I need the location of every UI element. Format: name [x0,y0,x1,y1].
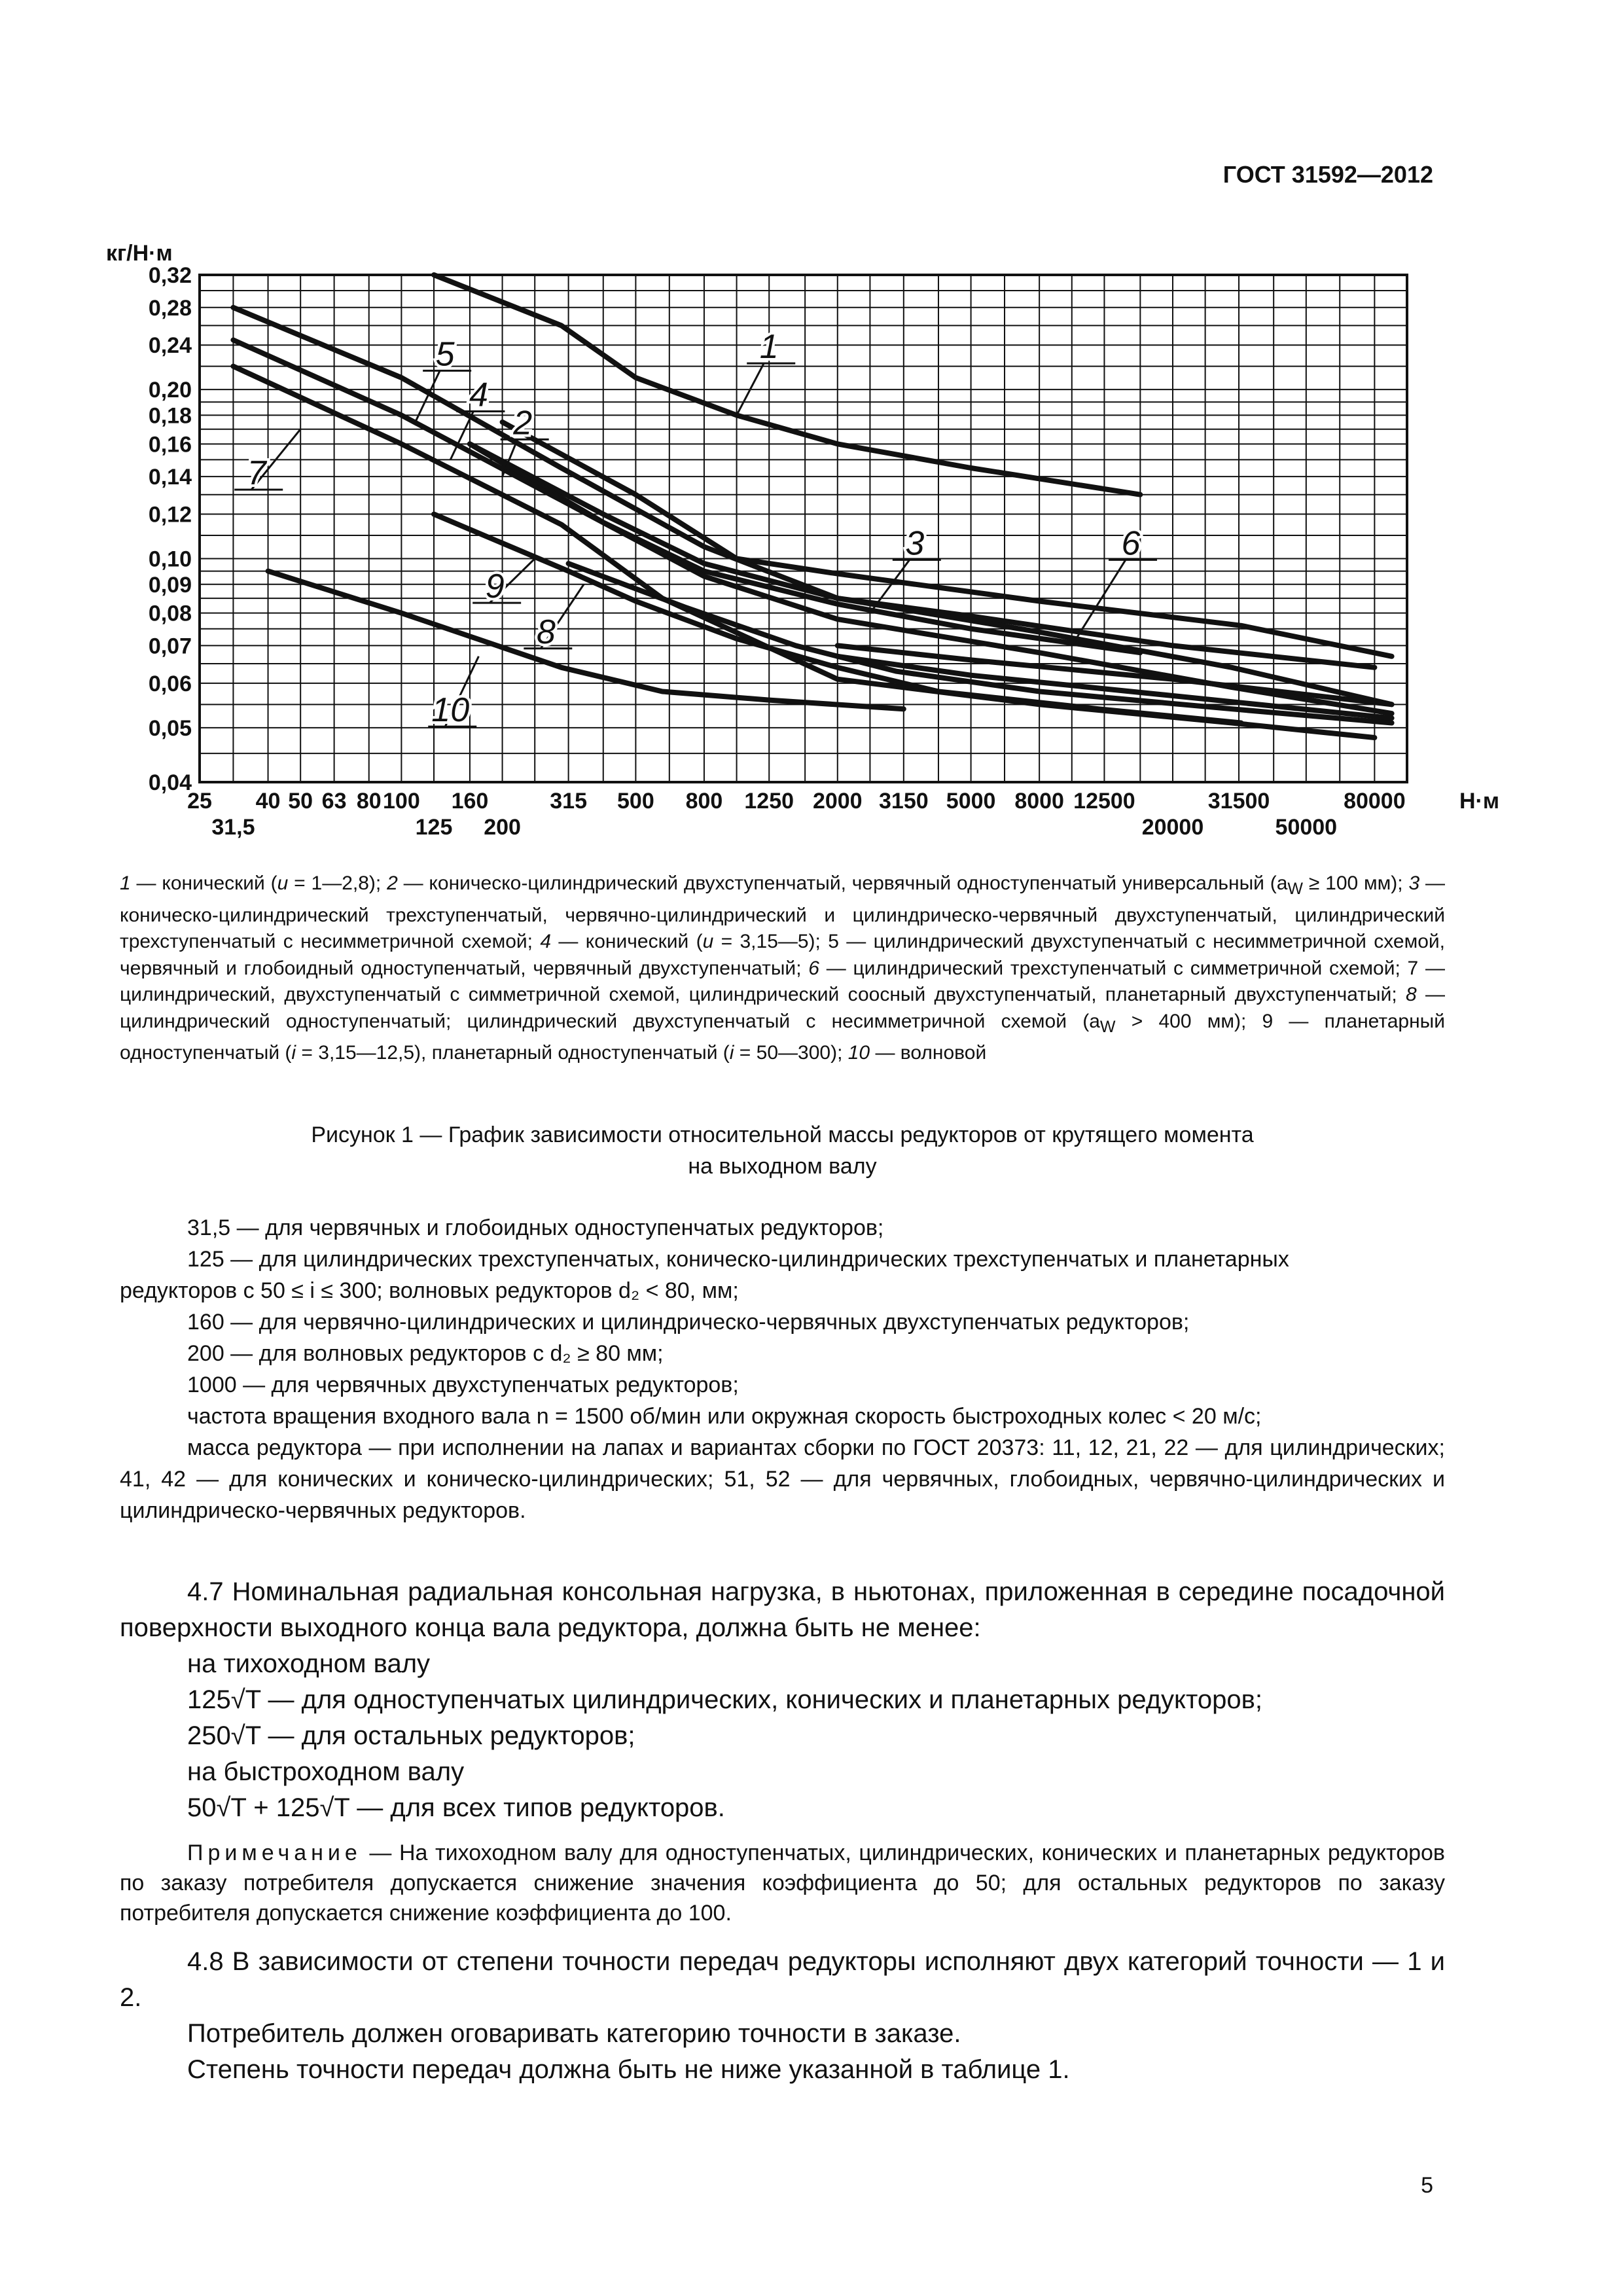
section-4-8 [120,1944,1445,2088]
x-tick-label: 25 [187,789,212,814]
x-tick-label: 100 [383,789,420,814]
condition-1000: 1000 — для червячных двухступенчатых редукторов; [187,1372,739,1397]
chart-curve-labels [234,328,1157,729]
chart-axes [106,241,1499,840]
x-tick-label-lower: 200 [484,815,521,840]
condition-200: 200 — для волновых редукторов с d₂ ≥ 80 мм; [187,1341,664,1366]
condition-125: 125 — для цилиндрических трехступенчатых, коническо-цилиндрических трехступенчатых и планетарных [187,1247,1289,1272]
y-tick-label: 0,16 [148,432,192,457]
note-block [120,1838,1445,1928]
page-header: ГОСТ 31592—2012 [1222,161,1433,188]
y-tick-label: 0,20 [148,378,192,403]
y-tick-label: 0,08 [148,601,192,626]
curve-label: 8 [536,613,556,651]
condition-mass: масса редуктора — при исполнении на лапах и вариантах сборки по ГОСТ 20373: 11, 12, 21, 22 — для цилиндрических; 41, 42 — для конических и коническо-цилиндрических; 51, 52 — для червячных, глобоидных, червячно-цилиндрических и цилиндрическо-червячных редукторов. [120,1435,1445,1523]
x-tick-label: 50 [288,789,313,814]
x-tick-label: 160 [451,789,489,814]
y-tick-label: 0,12 [148,502,192,528]
x-tick-label: 5000 [946,789,996,814]
condition-rotation: частота вращения входного вала n = 1500 об/мин или окружная скорость быстроходных колес < 20 м/с; [187,1404,1262,1429]
x-tick-label: 40 [255,789,281,814]
y-tick-label: 0,24 [148,333,192,359]
section-4-8-p3: Степень точности передач должна быть не ниже указанной в таблице 1. [187,2055,1070,2084]
page-number: 5 [1421,2173,1433,2198]
x-tick-label: 80000 [1344,789,1406,814]
series-line-5 [233,308,1391,705]
caption-line-1: Рисунок 1 — График зависимости относительной массы редукторов от крутящего момента [311,1122,1254,1147]
conditions-list [120,1212,1445,1526]
curve-label: 1 [759,328,779,367]
section-4-8-p2: Потребитель должен оговаривать категорию точности в заказе. [187,2019,961,2048]
curve-label: 4 [469,376,488,414]
x-tick-label: 63 [321,789,347,814]
condition-31-5: 31,5 — для червячных и глобоидных одноступенчатых редукторов; [187,1215,884,1240]
x-tick-label: 12500 [1073,789,1135,814]
note-text: — На тихоходном валу для одноступенчатых, цилиндрических, конических и планетарных редукторов по заказу потребителя допускается снижение значения коэффициента до 50; для остальных редукторов по заказу потребителя допускается снижение коэффициента до 100. [120,1840,1445,1926]
x-axis-label: Н·м [1459,789,1500,814]
section-4-8-p1: 4.8 В зависимости от степени точности передач редукторы исполняют двух категорий точности — 1 и 2. [120,1947,1445,2012]
curve-label: 2 [513,404,533,442]
chart-series [233,275,1391,738]
slow-shaft-heading: на тихоходном валу [187,1649,431,1678]
fast-shaft-heading: на быстроходном валу [187,1757,465,1786]
x-tick-label: 500 [617,789,654,814]
curve-label: 7 [247,454,266,493]
section-4-7-intro: 4.7 Номинальная радиальная консольная нагрузка, в ньютонах, приложенная в середине посадочной поверхности выходного конца вала редуктора, должна быть не менее: [120,1577,1445,1642]
figure-legend: 1 — конический (u = 1—2,8); 2 — коническо-цилиндрический двухступенчатый, червячный одноступенчатый универсальный ($a_W \ge 100$ мм); 3 — коническо-цилиндрический трехступенчатый, червячно-цилиндрический и цилиндрическо-червячный двухступенчатый, цилиндрический трехступенчатый с несимметричной схемой; 4 — конический (u = 3,15—5); 5 — цилиндрический двухступенчатый с несимметричной схемой, червячный и глобоидный одноступенчатый, червячный двухступенчатый; 6 — цилиндрический трехступенчатый с симметричной схемой; 7 — цилиндрический, двухступенчатый с симметричной схемой, цилиндрический соосный двухступенчатый, планетарный двухступенчатый; 8 — цилиндрический одноступенчатый; цилиндрический двухступенчатый с несимметричной схемой ($a_W > 400$ мм); 9 — планетарный одноступенчатый (i = 3,15—12,5), планетарный одноступенчатый (i = 50—300); 10 — волновой [120,872,1446,1064]
formula-50-125: 50√T + 125√T — для всех типов редукторов. [187,1793,725,1822]
y-tick-label: 0,10 [148,547,192,572]
x-tick-label: 31500 [1207,789,1270,814]
caption-line-2: на выходном валу [688,1154,877,1179]
condition-125-cont: редукторов с 50 ≤ i ≤ 300; волновых редукторов d₂ < 80, мм; [120,1278,739,1303]
figure-caption [120,1119,1445,1182]
curve-label: 10 [431,691,470,730]
y-tick-label: 0,18 [148,403,192,429]
series-line-7 [233,340,1391,714]
x-tick-label: 1250 [744,789,794,814]
x-tick-label-lower: 125 [415,815,453,840]
x-tick-label: 800 [685,789,723,814]
formula-250: 250√T — для остальных редукторов; [187,1721,635,1750]
x-tick-label-lower: 31,5 [211,815,255,840]
formula-125: 125√T — для одноступенчатых цилиндрических, конических и планетарных редукторов; [187,1685,1262,1714]
note-label: Примечание [187,1840,362,1865]
curve-label: 9 [485,567,505,606]
x-tick-label: 80 [356,789,382,814]
y-tick-label: 0,07 [148,634,192,659]
x-tick-label: 3150 [879,789,929,814]
y-axis-label: кг/Н·м [106,241,173,266]
curve-label: 5 [435,335,455,374]
y-tick-label: 0,32 [148,263,192,288]
condition-160: 160 — для червячно-цилиндрических и цилиндрическо-червячных двухступенчатых редукторов; [187,1310,1190,1335]
section-4-7 [120,1574,1445,1826]
x-tick-label: 8000 [1014,789,1064,814]
x-tick-label: 315 [550,789,587,814]
y-tick-label: 0,09 [148,572,192,598]
curve-label: 6 [1121,524,1141,563]
x-tick-label-lower: 50000 [1275,815,1338,840]
y-tick-label: 0,05 [148,715,192,741]
y-tick-label: 0,14 [148,465,192,490]
x-tick-label-lower: 20000 [1141,815,1204,840]
y-tick-label: 0,06 [148,671,192,696]
y-tick-label: 0,04 [148,770,192,795]
curve-label: 3 [905,524,925,563]
relative-mass-chart [0,0,1623,851]
x-tick-label: 2000 [812,789,863,814]
y-tick-label: 0,28 [148,295,192,321]
